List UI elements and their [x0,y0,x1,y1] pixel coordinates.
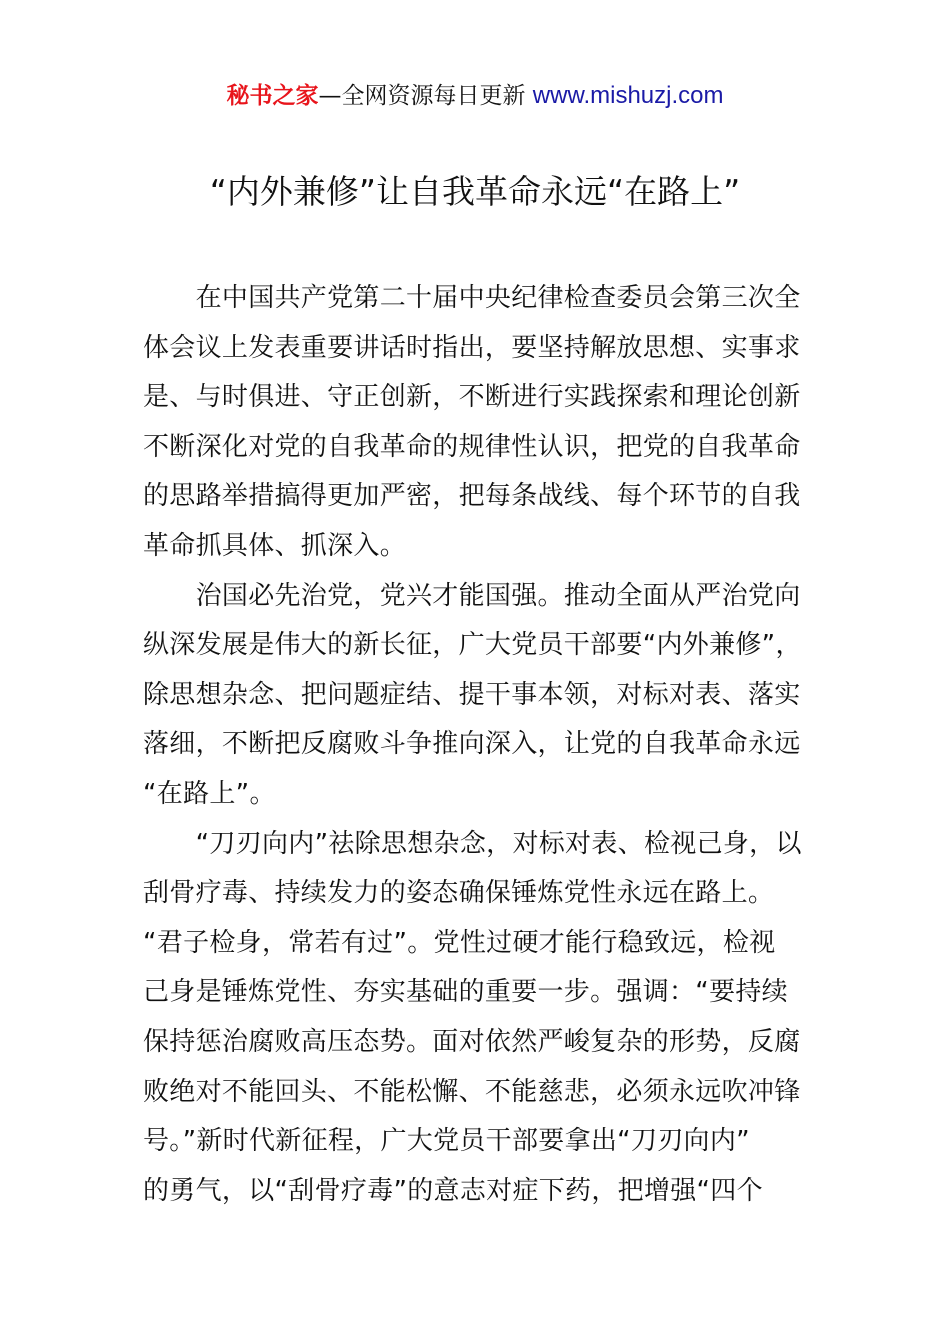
site-tagline: —全网资源每日更新 [318,83,533,109]
text-line: 己身是锤炼党性、夯实基础的重要一步。强调：“要持续 [143,977,788,1008]
text-line: “在路上”。 [143,778,276,809]
text-line: 在中国共产党第二十届中央纪律检查委员会第三次全 [143,283,801,313]
site-brand: 秘书之家 [226,83,319,109]
text-line: 刮骨疗毒、持续发力的姿态确保锤炼党性永远在路上。 [143,878,775,909]
paragraph-2 [143,572,823,820]
text-line: 体会议上发表重要讲话时指出，要坚持解放思想、实事求 [143,332,801,363]
article-title: “内外兼修”让自我革命永远“在路上” [209,172,741,211]
text-line: 败绝对不能回头、不能松懈、不能慈悲，必须永远吹冲锋 [143,1076,801,1107]
text-line: “君子检身，常若有过”。党性过硬才能行稳致远，检视 [143,927,776,958]
site-header [0,80,950,112]
text-line: 纵深发展是伟大的新长征，广大党员干部要“内外兼修”， [143,630,802,661]
site-url-link[interactable]: www.mishuzj.com [532,82,724,109]
text-line: 是、与时俱进、守正创新，不断进行实践探索和理论创新 [143,382,801,413]
paragraph-1 [143,274,823,572]
text-line: 治国必先治党，党兴才能国强。推动全面从严治党向 [143,580,801,611]
text-line: 革命抓具体、抓深入。 [143,530,407,561]
text-line: 的思路举措搞得更加严密，把每条战线、每个环节的自我 [143,481,801,512]
paragraph-3 [143,820,823,1217]
text-line: 保持惩治腐败高压态势。面对依然严峻复杂的形势，反腐 [143,1026,801,1057]
text-line: 不断深化对党的自我革命的规律性认识，把党的自我革命 [143,431,801,462]
article-body [143,274,823,1216]
text-line: 除思想杂念、把问题症结、提干事本领，对标对表、落实 [143,679,801,710]
text-line: 的勇气，以“刮骨疗毒”的意志对症下药，把增强“四个 [143,1175,763,1206]
text-line: “刀刃向内”祛除思想杂念，对标对表、检视己身，以 [143,828,802,859]
text-line: 落细，不断把反腐败斗争推向深入，让党的自我革命永远 [143,729,801,760]
text-line: 号。”新时代新征程，广大党员干部要拿出“刀刃向内” [143,1126,750,1157]
